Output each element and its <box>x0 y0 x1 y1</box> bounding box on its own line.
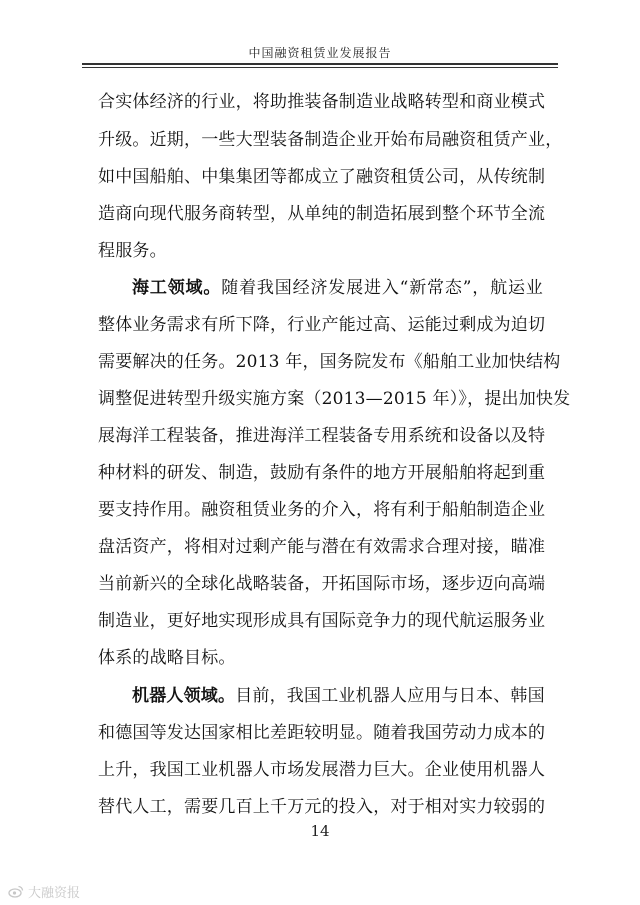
weibo-logo-icon <box>8 883 24 899</box>
paragraph-line-text: 目前，我国工业机器人应用与日本、韩国 <box>235 686 545 706</box>
paragraph-line: 种材料的研发、制造，鼓励有条件的地方开展船舶将起到重 <box>98 463 546 483</box>
header-rule <box>82 63 558 65</box>
paragraph-line: 盘活资产，将相对过剩产能与潜在有效需求合理对接，瞄准 <box>98 537 546 557</box>
paragraph-line: 和德国等发达国家相比差距较明显。随着我国劳动力成本的 <box>98 723 546 743</box>
paragraph-first-line <box>132 681 543 711</box>
paragraph-line: 升级。近期，一些大型装备制造企业开始布局融资租赁产业， <box>98 130 563 150</box>
watermark-text: 大融资报 <box>28 885 81 901</box>
paragraph-line: 调整促进转型升级实施方案（2013—2015 年）》，提出加快发 <box>98 389 571 409</box>
paragraph-line: 替代人工，需要几百上千万元的投入，对于相对实力较弱的 <box>98 797 546 817</box>
paragraph-line: 当前新兴的全球化战略装备，开拓国际市场，逐步迈向高端 <box>98 574 546 594</box>
paragraph-line: 需要解决的任务。2013 年，国务院发布《船舶工业加快结构 <box>98 352 561 372</box>
paragraph-line: 合实体经济的行业，将助推装备制造业战略转型和商业模式 <box>98 92 546 112</box>
paragraph-line-text: 随着我国经济发展进入“新常态”，航运业 <box>221 278 544 298</box>
paragraph-line: 程服务。 <box>98 241 167 261</box>
running-header: 中国融资租赁业发展报告 <box>248 46 392 60</box>
paragraph-first-line <box>132 273 543 303</box>
paragraph-line: 制造业，更好地实现形成具有国际竞争力的现代航运服务业 <box>98 611 546 631</box>
paragraph-line: 要支持作用。融资租赁业务的介入，将有利于船舶制造企业 <box>98 500 546 520</box>
paragraph-line: 造商向现代服务商转型，从单纯的制造拓展到整个环节全流 <box>98 204 546 224</box>
paragraph-line: 上升，我国工业机器人市场发展潜力巨大。企业使用机器人 <box>98 760 546 780</box>
paragraph-lead: 海工领域。 <box>132 278 222 298</box>
paragraph-lead: 机器人领域。 <box>132 686 236 706</box>
paragraph-line: 整体业务需求有所下降，行业产能过高、运能过剩成为迫切 <box>98 315 546 335</box>
paragraph-line: 体系的战略目标。 <box>98 648 236 668</box>
header-rule-thin <box>82 67 558 68</box>
page-number: 14 <box>310 822 330 840</box>
watermark <box>8 882 80 900</box>
paragraph-line: 如中国船舶、中集集团等都成立了融资租赁公司，从传统制 <box>98 167 546 187</box>
paragraph-line: 展海洋工程装备，推进海洋工程装备专用系统和设备以及特 <box>98 426 546 446</box>
